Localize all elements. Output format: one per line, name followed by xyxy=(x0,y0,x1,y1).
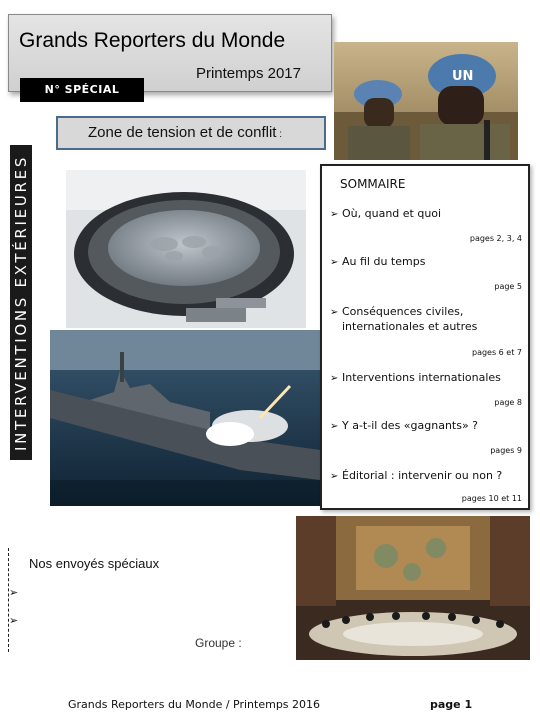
sommaire-item-pages: pages 6 et 7 xyxy=(471,348,522,357)
sommaire-item[interactable] xyxy=(330,304,526,334)
sommaire-item-pages: pages 9 xyxy=(490,446,522,455)
magazine-title: Grands Reporters du Monde xyxy=(19,29,286,52)
sommaire-item-label: Où, quand et quoi xyxy=(342,207,442,220)
sommaire-item-label: Éditorial : intervenir ou non ? xyxy=(342,469,503,482)
conference-room-photo xyxy=(66,170,306,328)
sommaire-item[interactable] xyxy=(330,370,526,386)
sommaire-item-label: Au fil du temps xyxy=(342,255,426,268)
sommaire-title: SOMMAIRE xyxy=(340,177,406,191)
arrow-bullet-icon: ➢ xyxy=(9,587,19,599)
arrow-bullet-icon: ➢ xyxy=(330,471,339,482)
special-issue-badge: N° SPÉCIAL xyxy=(20,78,144,102)
table-of-contents xyxy=(320,164,530,510)
arrow-bullet-icon: ➢ xyxy=(330,373,339,384)
special-envoys-title: Nos envoyés spéciaux xyxy=(29,556,160,571)
footer-page-number: page 1 xyxy=(430,698,473,711)
group-label: Groupe : xyxy=(195,636,242,650)
zone-caption-text: Zone de tension et de conflit xyxy=(88,124,277,141)
sommaire-item[interactable] xyxy=(330,468,526,484)
zone-caption xyxy=(56,116,326,150)
sommaire-item[interactable] xyxy=(330,206,526,222)
arrow-bullet-icon: ➢ xyxy=(9,615,19,627)
sommaire-item-label: Interventions internationales xyxy=(342,371,501,384)
sommaire-item[interactable] xyxy=(330,254,526,270)
zone-caption-colon: : xyxy=(276,129,283,140)
sommaire-item-pages: pages 2, 3, 4 xyxy=(469,234,522,243)
special-envoys-box xyxy=(8,548,298,652)
un-soldiers-photo xyxy=(334,42,518,160)
sommaire-item-pages: pages 10 et 11 xyxy=(461,494,522,503)
sommaire-item[interactable] xyxy=(330,418,526,434)
sommaire-item-label: Conséquences civiles, internationales et autres xyxy=(342,305,478,333)
arrow-bullet-icon: ➢ xyxy=(330,307,339,318)
security-council-photo xyxy=(296,516,530,660)
arrow-bullet-icon: ➢ xyxy=(330,209,339,220)
sommaire-item-pages: page 5 xyxy=(494,282,522,291)
arrow-bullet-icon: ➢ xyxy=(330,421,339,432)
vertical-section-title-text: INTERVENTIONS EXTÉRIEURES xyxy=(12,154,30,451)
arrow-bullet-icon: ➢ xyxy=(330,257,339,268)
svg-text:UN: UN xyxy=(452,69,474,84)
sommaire-item-label: Y a-t-il des «gagnants» ? xyxy=(342,419,479,432)
footer-publication: Grands Reporters du Monde / Printemps 2016 xyxy=(68,698,321,711)
sommaire-item-pages: page 8 xyxy=(494,398,522,407)
issue-season: Printemps 2017 xyxy=(195,65,301,82)
warship-photo xyxy=(50,330,320,506)
vertical-section-title xyxy=(10,145,32,460)
